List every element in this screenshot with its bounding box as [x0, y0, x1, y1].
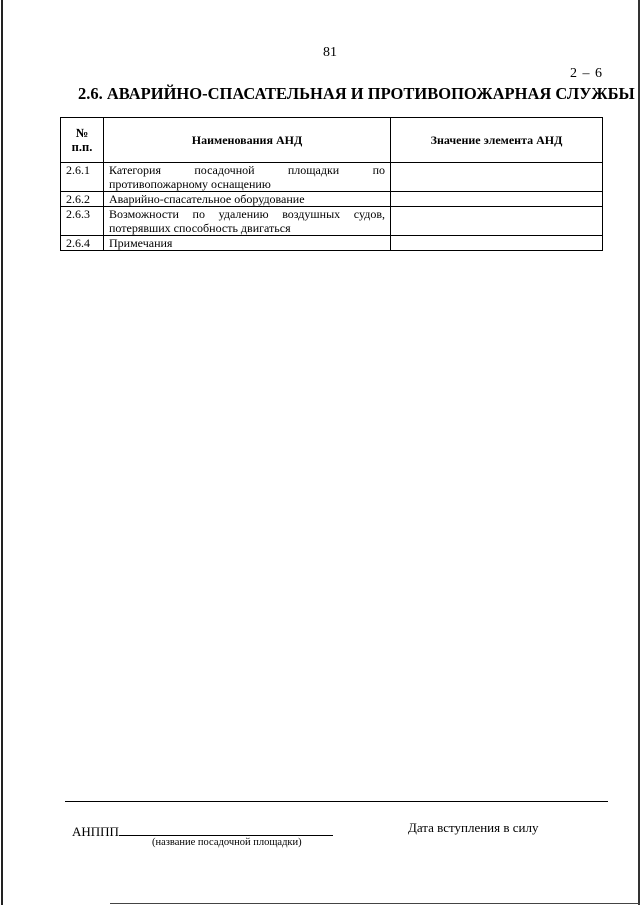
row-number: 2.6.3 [61, 207, 104, 236]
table-row [61, 192, 603, 207]
table-row [61, 207, 603, 236]
table-row [61, 236, 603, 251]
row-number: 2.6.1 [61, 163, 104, 192]
aerodrome-name-caption: (название посадочной площадки) [152, 837, 302, 848]
row-name: Аварийно-спасательное оборудование [104, 192, 391, 207]
aerodrome-name-line [119, 835, 333, 836]
section-title: 2.6. АВАРИЙНО-СПАСАТЕЛЬНАЯ И ПРОТИВОПОЖАРНАЯ СЛУЖБЫ [78, 84, 635, 103]
row-number: 2.6.2 [61, 192, 104, 207]
table-row [61, 163, 603, 192]
header-name: Наименования АНД [104, 118, 391, 163]
row-name: Возможности по удалению воздушных судов, потерявших способность двигаться [104, 207, 391, 236]
row-value [391, 163, 603, 192]
header-num [61, 118, 104, 163]
header-num-symbol: № [75, 126, 89, 140]
row-name: Примечания [104, 236, 391, 251]
footer-divider [65, 801, 608, 802]
row-value [391, 207, 603, 236]
page-bottom-edge [110, 903, 640, 904]
row-name: Категория посадочной площадки по противопожарному оснащению [104, 163, 391, 192]
and-table [60, 117, 603, 251]
header-num-abbr: п.п. [71, 140, 93, 154]
table-header-row [61, 118, 603, 163]
header-value: Значение элемента АНД [391, 118, 603, 163]
row-value [391, 192, 603, 207]
anppp-label: АНППП [72, 824, 119, 839]
form-code: 2 – 6 [570, 66, 603, 81]
row-number: 2.6.4 [61, 236, 104, 251]
page-left-edge [1, 0, 3, 905]
page-number: 81 [323, 45, 337, 60]
row-value [391, 236, 603, 251]
effective-date-label: Дата вступления в силу [408, 820, 539, 835]
